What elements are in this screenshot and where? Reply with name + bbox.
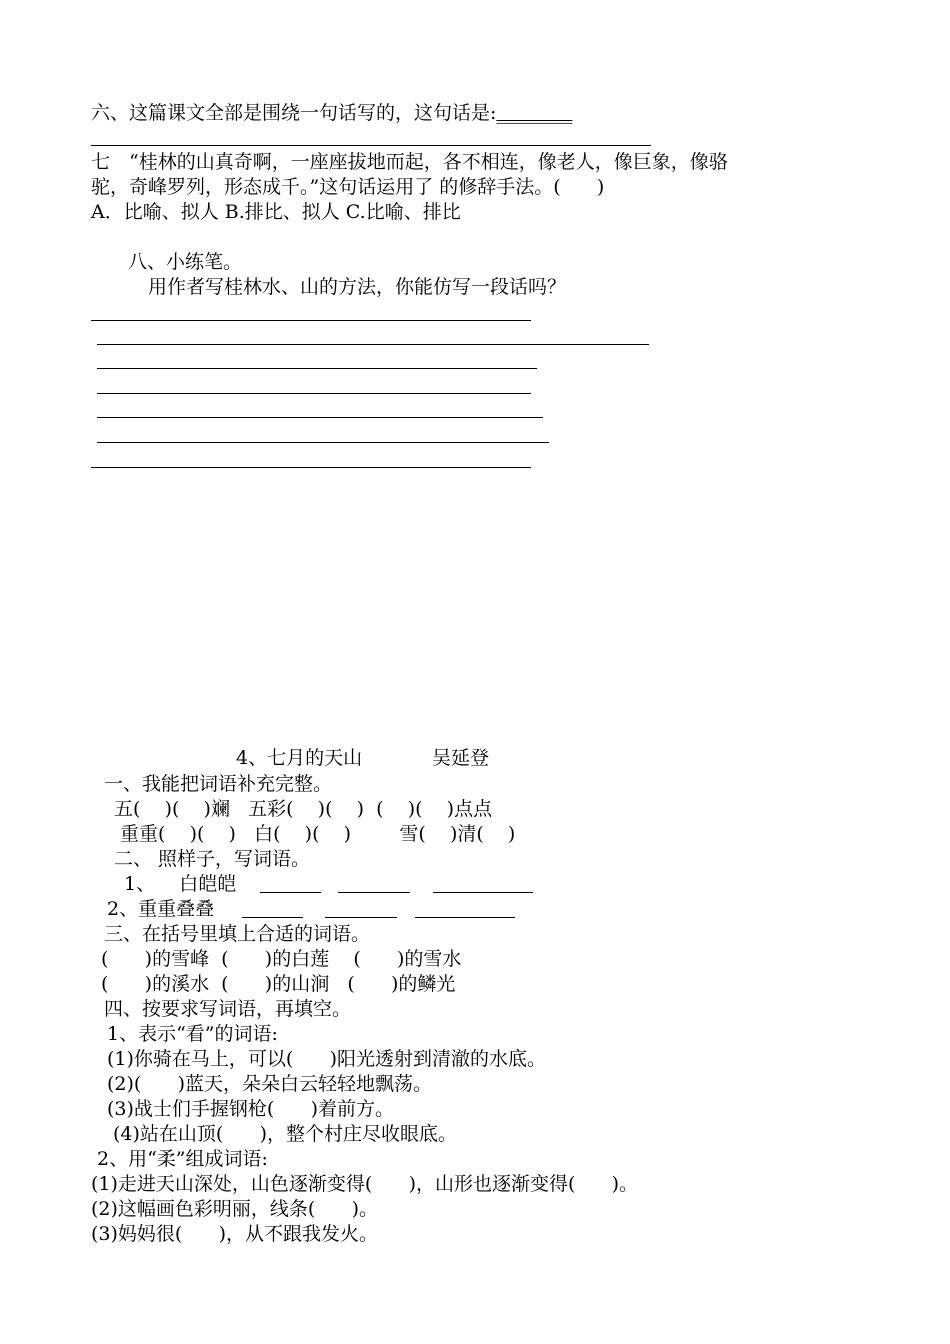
answer-line bbox=[242, 917, 303, 918]
section-4-sub-1-item: (3)战士们手握钢枪( )着前方。 bbox=[107, 1098, 394, 1120]
question-6-text: 六、这篇课文全部是围绕一句话写的，这句话是: bbox=[91, 102, 497, 124]
answer-line bbox=[260, 892, 321, 893]
section-4-sub-1: 1、表示“看”的词语: bbox=[107, 1023, 278, 1045]
writing-line bbox=[91, 467, 531, 468]
lesson-author: 吴延登 bbox=[432, 747, 490, 769]
section-4-sub-2-item: (3)妈妈很( )，从不跟我发火。 bbox=[91, 1223, 378, 1245]
section-3-heading: 三、在括号里填上合适的词语。 bbox=[104, 923, 371, 945]
section-4-sub-2: 2、用“柔”组成词语: bbox=[97, 1148, 268, 1170]
question-8-prompt: 用作者写桂林水、山的方法，你能仿写一段话吗？ bbox=[148, 276, 567, 298]
section-2-heading: 二、 照样子，写词语。 bbox=[114, 848, 311, 870]
question-7-options: A．比喻、拟人 B.排比、拟人 C.比喻、排比 bbox=[91, 201, 461, 223]
section-4-sub-2-item: (2)这幅画色彩明丽，线条( )。 bbox=[91, 1198, 378, 1220]
section-4-sub-1-item: (1)你骑在马上，可以( )阳光透射到清澈的水底。 bbox=[107, 1048, 546, 1070]
answer-line bbox=[433, 892, 533, 893]
writing-line bbox=[97, 442, 549, 443]
section-3-row-1: ( )的雪峰 ( )的白莲 ( )的雪水 bbox=[101, 948, 462, 970]
section-4-sub-1-item: (4)站在山顶( )，整个村庄尽收眼底。 bbox=[113, 1123, 457, 1145]
section-1-row-1: 五( )( )斓 五彩( )( ) ( )( )点点 bbox=[114, 798, 493, 820]
writing-line bbox=[97, 393, 531, 394]
section-4-sub-2-item: (1)走进天山深处，山色逐渐变得( )，山形也逐渐变得( )。 bbox=[91, 1173, 639, 1195]
question-6 bbox=[91, 101, 572, 125]
answer-line bbox=[91, 145, 651, 146]
section-3-row-2: ( )的溪水 ( )的山涧 ( )的鳞光 bbox=[101, 973, 456, 995]
answer-line bbox=[415, 917, 515, 918]
question-8-title: 八、小练笔。 bbox=[128, 251, 243, 273]
answer-line bbox=[325, 917, 397, 918]
section-1-heading: 一、我能把词语补充完整。 bbox=[104, 773, 333, 795]
question-6-blank: ________ bbox=[496, 102, 573, 124]
section-2-example-2: 2、重重叠叠 bbox=[107, 898, 215, 920]
question-7-line-2: 驼，奇峰罗列，形态成千。”这句话运用了 的修辞手法。( ) bbox=[91, 176, 605, 198]
writing-line bbox=[97, 417, 543, 418]
section-4-heading: 四、按要求写词语，再填空。 bbox=[104, 998, 352, 1020]
question-7-line-1: 七 “桂林的山真奇啊，一座座拔地而起，各不相连，像老人，像巨象，像骆 bbox=[91, 151, 728, 173]
lesson-title: 4、七月的天山 bbox=[236, 747, 363, 769]
section-1-row-2: 重重( )( ) 白( )( ) 雪( )清( ) bbox=[120, 823, 516, 845]
writing-line bbox=[91, 320, 531, 321]
writing-line bbox=[97, 368, 537, 369]
answer-line bbox=[338, 892, 410, 893]
section-4-sub-1-item: (2)( )蓝天，朵朵白云轻轻地飘荡。 bbox=[107, 1073, 432, 1095]
section-2-example-1: 1、 白皑皑 bbox=[124, 873, 237, 895]
writing-line bbox=[97, 344, 649, 345]
